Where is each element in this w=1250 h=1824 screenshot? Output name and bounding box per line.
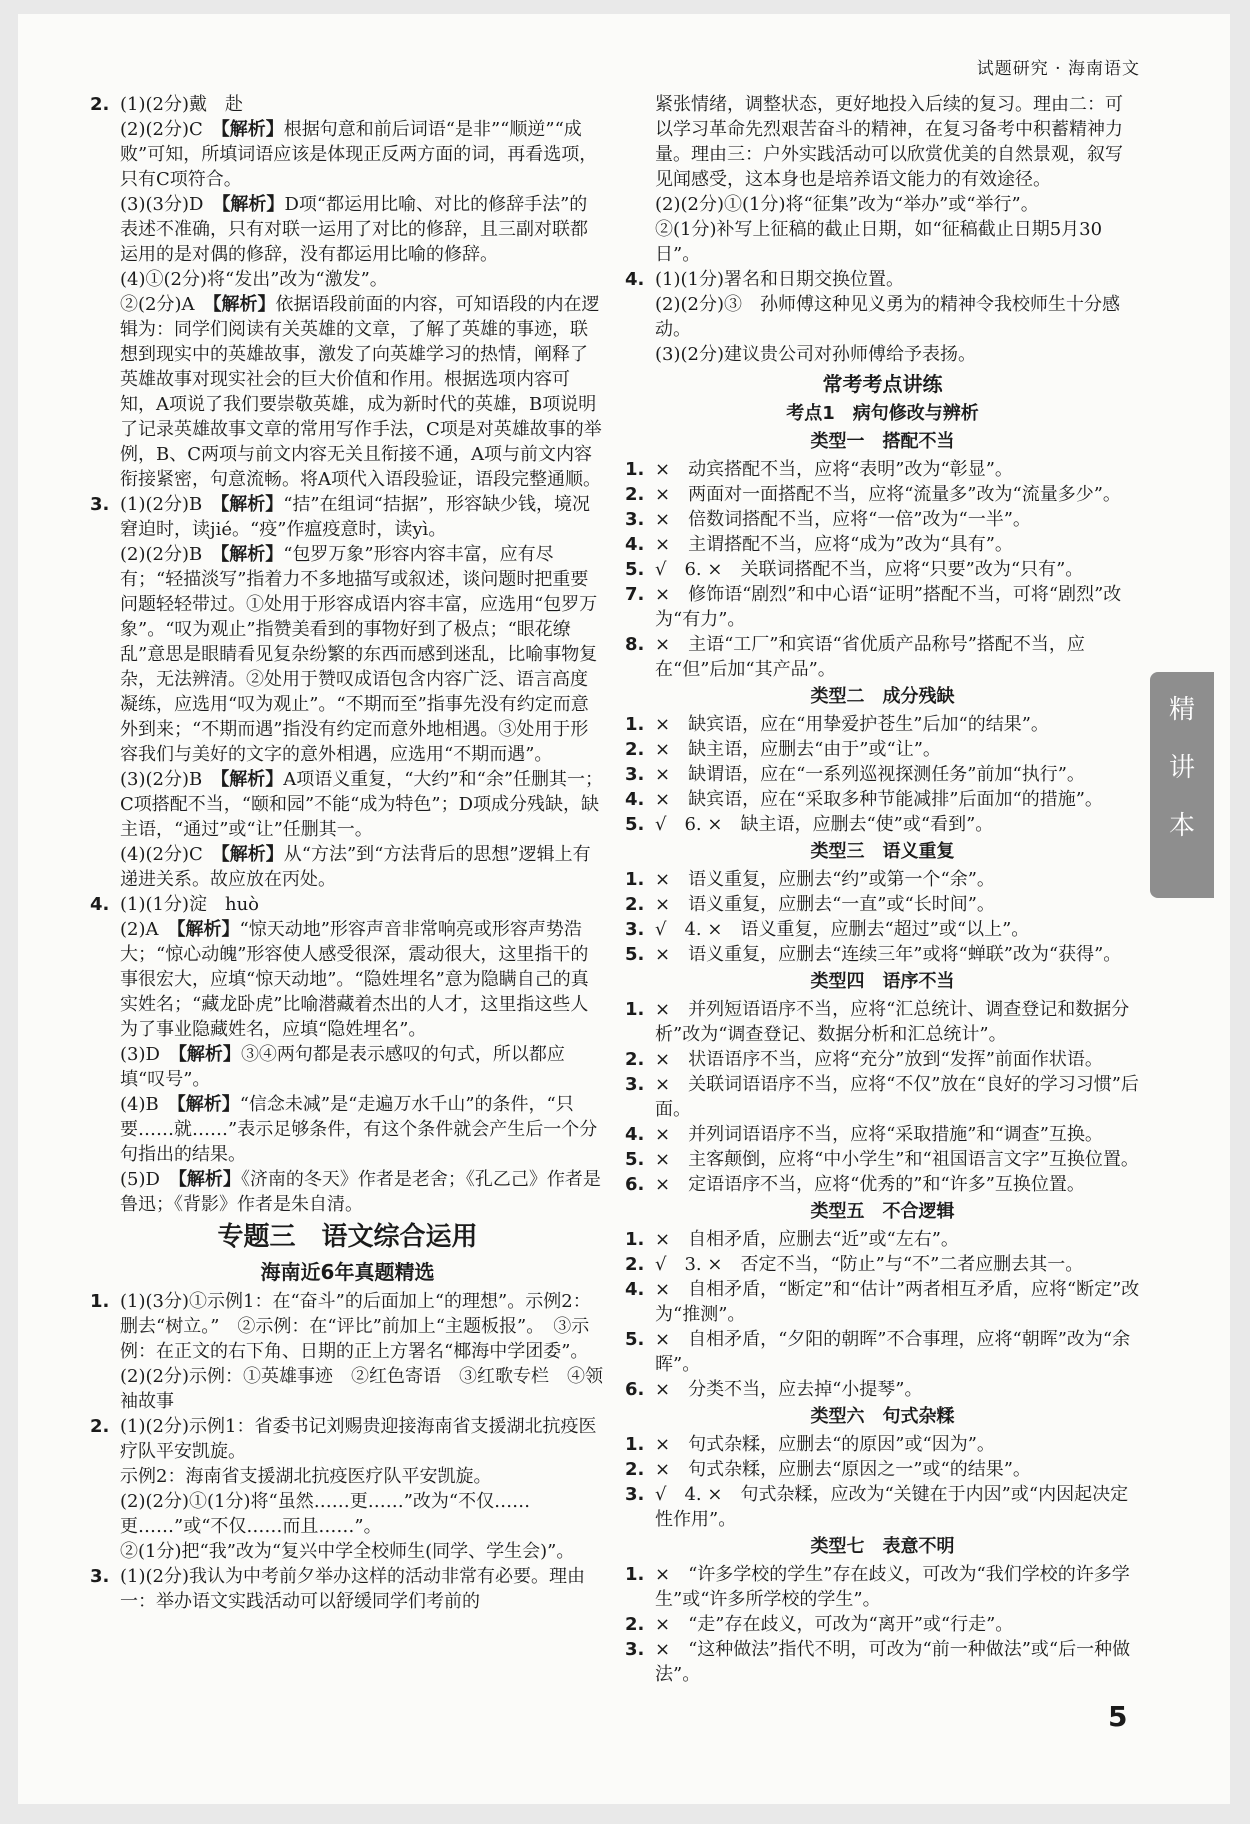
list-item: [625, 737, 1140, 762]
topic-subtitle: 海南近6年真题精选: [260, 1260, 435, 1284]
cross-mark-icon: ×: [655, 484, 671, 505]
list-item: [625, 1482, 1140, 1532]
item-number: 2.: [625, 484, 645, 505]
answer-2: [90, 92, 605, 492]
item-number: 2.: [90, 94, 110, 115]
item-number: 2.: [625, 739, 645, 760]
item-text: [655, 482, 1140, 507]
list-item: [625, 812, 1140, 837]
item-number: 3.: [625, 1639, 645, 1660]
answer-line: 示例2：海南省支援湖北抗疫医疗队平安凯旋。: [120, 1466, 492, 1487]
exam-answer-3: [90, 1564, 605, 1614]
item-number: 2.: [90, 1416, 110, 1437]
type-3-group: [625, 839, 1140, 967]
item-content: 两面对一面搭配不当，应将“流量多”改为“流量多少”。: [688, 484, 1121, 505]
item-number: 3.: [625, 1074, 645, 1095]
list-item: [625, 1122, 1140, 1147]
item-text: [655, 557, 1140, 582]
item-content: 关联词语语序不当，应将“不仅”放在“良好的学习习惯”后面。: [655, 1074, 1139, 1120]
item-content: 4. × 句式杂糅，应改为“关键在于内因”或“内因起决定性作用”。: [655, 1484, 1129, 1530]
section-title: 常考考点讲练: [822, 372, 943, 396]
item-number: 5.: [625, 1329, 645, 1350]
item-number: 1.: [625, 1564, 645, 1585]
item-number: 5.: [625, 559, 645, 580]
cross-mark-icon: ×: [655, 1049, 671, 1070]
item-number: 3.: [90, 494, 110, 515]
answer-line: ②(2分)A 【解析】依据语段前面的内容，可知语段的内在逻辑为：同学们阅读有关英雄的文章，了解了英雄的事迹，联想到现实中的英雄故事，激发了向英雄学习的热情，阐释了英雄故事对现实社会的巨大价值和作用。根据选项内容可知，A项说了我们要崇敬英雄，成为新时代的英雄，B项说明了记录英雄故事文章的常用写作手法，C项是对英雄故事的举例，B、C两项与前文内容无关且衔接不通，A项与前文内容衔接紧密，句意流畅。将A项代入语段验证，语段完整通顺。: [120, 294, 602, 490]
answer-line: ②(1分)把“我”改为“复兴中学全校师生(同学、学生会)”。: [120, 1541, 575, 1562]
item-number: 3.: [625, 764, 645, 785]
type-5-group: [625, 1199, 1140, 1402]
cross-mark-icon: ×: [655, 1229, 671, 1250]
right-column: [625, 92, 1140, 1687]
item-text: [655, 712, 1140, 737]
list-item: [625, 942, 1140, 967]
cross-mark-icon: ×: [655, 1639, 671, 1660]
answer-line: (2)(2分)①(1分)将“虽然……更……”改为“不仅……更……”或“不仅……而且……”。: [120, 1491, 531, 1537]
item-number: 3.: [625, 919, 645, 940]
list-item: [625, 1637, 1140, 1687]
item-text: [655, 582, 1140, 632]
list-item: [625, 712, 1140, 737]
cross-mark-icon: ×: [655, 1614, 671, 1635]
item-content: 动宾搭配不当，应将“表明”改为“彰显”。: [688, 459, 1013, 480]
cross-mark-icon: ×: [655, 1459, 671, 1480]
list-item: [625, 632, 1140, 682]
list-item: [625, 1457, 1140, 1482]
answer-line: (2)(2分)①(1分)将“征集”改为“举办”或“举行”。: [655, 194, 1039, 215]
item-content: “这种做法”指代不明，可改为“前一种做法”或“后一种做法”。: [655, 1639, 1131, 1685]
cross-mark-icon: ×: [655, 869, 671, 890]
item-number: 4.: [625, 789, 645, 810]
type-7-group: [625, 1534, 1140, 1687]
item-number: 6.: [625, 1174, 645, 1195]
item-number: 1.: [625, 459, 645, 480]
item-number: 1.: [625, 1229, 645, 1250]
item-text: [655, 762, 1140, 787]
list-item: [625, 997, 1140, 1047]
topic-title: 专题三 语文综合运用: [217, 1222, 478, 1252]
item-text: [655, 457, 1140, 482]
cross-mark-icon: ×: [655, 1124, 671, 1145]
list-item: [625, 1227, 1140, 1252]
list-item: [625, 557, 1140, 582]
cross-mark-icon: ×: [655, 1329, 671, 1350]
item-text: [655, 1637, 1140, 1687]
check-mark-icon: √: [655, 559, 667, 580]
item-number: 8.: [625, 634, 645, 655]
item-number: 2.: [625, 894, 645, 915]
item-number: 3.: [625, 509, 645, 530]
item-text: [655, 632, 1140, 682]
item-text: [655, 997, 1140, 1047]
cross-mark-icon: ×: [655, 1434, 671, 1455]
item-number: 1.: [625, 869, 645, 890]
cross-mark-icon: ×: [655, 739, 671, 760]
item-text: [655, 1562, 1140, 1612]
item-content: 缺宾语，应在“采取多种节能减排”后面加“的措施”。: [688, 789, 1103, 810]
item-text: [655, 1147, 1140, 1172]
item-text: [655, 812, 1140, 837]
item-number: 3.: [625, 1484, 645, 1505]
list-item: [625, 917, 1140, 942]
item-number: 4.: [625, 1279, 645, 1300]
type-title: 类型二 成分残缺: [810, 686, 955, 707]
check-mark-icon: √: [655, 919, 667, 940]
list-item: [625, 457, 1140, 482]
item-number: 3.: [90, 1566, 110, 1587]
item-content: 语义重复，应删去“连续三年”或将“蝉联”改为“获得”。: [688, 944, 1122, 965]
item-content: 并列词语语序不当，应将“采取措施”和“调查”互换。: [688, 1124, 1103, 1145]
item-text: [655, 787, 1140, 812]
item-text: [655, 942, 1140, 967]
answer-line: (2)(2分)③ 孙师傅这种见义勇为的精神令我校师生十分感动。: [655, 294, 1120, 340]
answer-3: [90, 492, 605, 892]
answer-4: [90, 892, 605, 1217]
answer-line: (1)(3分)①示例1：在“奋斗”的后面加上“的理想”。示例2：删去“树立。” ②示例：在“评比”前加上“主题板报”。 ③示例：在正文的右下角、日期的正上方署名“椰海中学团委”。: [120, 1291, 591, 1362]
answer-line: (3)(2分)B 【解析】A项语义重复，“大约”和“余”任删其一；C项搭配不当，“颐和园”不能“成为特色”；D项成分残缺，缺主语，“通过”或“让”任删其一。: [120, 769, 604, 840]
list-item: [625, 1612, 1140, 1637]
item-text: [655, 1172, 1140, 1197]
side-tab-char: 本: [1168, 811, 1195, 841]
check-mark-icon: √: [655, 814, 667, 835]
type-title: 类型五 不合逻辑: [810, 1201, 955, 1222]
side-tab-jingjiangben: [1150, 672, 1214, 898]
left-column: [90, 92, 605, 1614]
answer-line: (3)D 【解析】③④两句都是表示感叹的句式，所以都应填“叹号”。: [120, 1044, 565, 1090]
answer-line: ②(1分)补写上征稿的截止日期，如“征稿截止日期5月30日”。: [655, 219, 1103, 265]
item-content: 4. × 语义重复，应删去“超过”或“以上”。: [684, 919, 1030, 940]
answer-line: (2)A 【解析】“惊天动地”形容声音非常响亮或形容声势浩大；“惊心动魄”形容使人感受很深，震动很大，这里指干的事很宏大，应填“惊天动地”。“隐姓埋名”意为隐瞒自己的真实姓名；“藏龙卧虎”比喻潜藏着杰出的人才，这里指这些人为了事业隐藏姓名，应填“隐姓埋名”。: [120, 919, 589, 1040]
item-number: 2.: [625, 1049, 645, 1070]
item-text: [655, 1482, 1140, 1532]
cross-mark-icon: ×: [655, 789, 671, 810]
cross-mark-icon: ×: [655, 459, 671, 480]
cross-mark-icon: ×: [655, 1379, 671, 1400]
type-title: 类型七 表意不明: [810, 1536, 955, 1557]
page-number: 5: [1108, 1700, 1128, 1733]
item-content: 语义重复，应删去“约”或第一个“余”。: [688, 869, 995, 890]
item-text: [655, 1612, 1140, 1637]
answer-line: (3)(2分)建议贵公司对孙师傅给予表扬。: [655, 344, 976, 365]
list-item: [625, 1277, 1140, 1327]
item-content: 主客颠倒，应将“中小学生”和“祖国语言文字”互换位置。: [688, 1149, 1139, 1170]
type-6-group: [625, 1404, 1140, 1532]
item-number: 7.: [625, 584, 645, 605]
item-number: 5.: [625, 1149, 645, 1170]
list-item: [625, 1432, 1140, 1457]
list-item: [625, 787, 1140, 812]
answer-line: 紧张情绪，调整状态，更好地投入后续的复习。理由二：可以学习革命先烈艰苦奋斗的精神，在复习备考中积蓄精神力量。理由三：户外实践活动可以欣赏优美的自然景观，叙写见闻感受，这本身也是培养语文能力的有效途径。: [655, 94, 1123, 190]
answer-line: (3)(3分)D 【解析】D项“都运用比喻、对比的修辞手法”的表述不准确，只有对联一运用了对比的修辞，且三副对联都运用的是对偶的修辞，没有都运用比喻的修辞。: [120, 194, 588, 265]
item-content: 3. × 否定不当，“防止”与“不”二者应删去其一。: [684, 1254, 1084, 1275]
item-content: 语义重复，应删去“一直”或“长时间”。: [688, 894, 995, 915]
exam-answer-4: [625, 267, 1140, 367]
check-mark-icon: √: [655, 1254, 667, 1275]
cross-mark-icon: ×: [655, 534, 671, 555]
answer-line: (1)(2分)B 【解析】“拮”在组词“拮据”，形容缺少钱，境况窘迫时，读jié。“疫”作瘟疫意时，读yì。: [120, 494, 591, 540]
answer-line: (1)(2分)戴 赴: [120, 94, 243, 115]
cross-mark-icon: ×: [655, 1564, 671, 1585]
item-content: 分类不当，应去掉“小提琴”。: [688, 1379, 923, 1400]
check-mark-icon: √: [655, 1484, 667, 1505]
item-content: 自相矛盾，应删去“近”或“左右”。: [688, 1229, 959, 1250]
item-content: 缺谓语，应在“一系列巡视探测任务”前加“执行”。: [688, 764, 1085, 785]
item-number: 2.: [625, 1614, 645, 1635]
item-number: 5.: [625, 944, 645, 965]
item-number: 6.: [625, 1379, 645, 1400]
item-text: [655, 1327, 1140, 1377]
item-content: 缺主语，应删去“由于”或“让”。: [688, 739, 941, 760]
list-item: [625, 1047, 1140, 1072]
item-number: 4.: [625, 1124, 645, 1145]
item-text: [655, 892, 1140, 917]
type-4-group: [625, 969, 1140, 1197]
cross-mark-icon: ×: [655, 764, 671, 785]
cross-mark-icon: ×: [655, 584, 671, 605]
item-text: [655, 507, 1140, 532]
item-number: 1.: [625, 714, 645, 735]
item-content: 句式杂糅，应删去“原因之一”或“的结果”。: [688, 1459, 1031, 1480]
item-content: 自相矛盾，“夕阳的朝晖”不合事理，应将“朝晖”改为“余晖”。: [655, 1329, 1131, 1375]
answer-line: (2)(2分)示例：①英雄事迹 ②红色寄语 ③红歌专栏 ④领袖故事: [120, 1366, 603, 1412]
answer-line: (4)①(2分)将“发出”改为“激发”。: [120, 269, 388, 290]
item-content: 6. × 关联词搭配不当，应将“只要”改为“只有”。: [684, 559, 1084, 580]
list-item: [625, 762, 1140, 787]
item-content: 状语语序不当，应将“充分”放到“发挥”前面作状语。: [688, 1049, 1103, 1070]
item-content: 主语“工厂”和宾语“省优质产品称号”搭配不当，应在“但”后加“其产品”。: [655, 634, 1085, 680]
item-number: 4.: [625, 269, 645, 290]
item-content: 句式杂糅，应删去“的原因”或“因为”。: [688, 1434, 995, 1455]
running-header: 试题研究 · 海南语文: [976, 59, 1140, 79]
list-item: [625, 867, 1140, 892]
exam-answer-3-continued: [625, 92, 1140, 267]
cross-mark-icon: ×: [655, 1174, 671, 1195]
cross-mark-icon: ×: [655, 714, 671, 735]
answer-line: (4)B 【解析】“信念未减”是“走遍万水千山”的条件，“只要……就……”表示足够条件，有这个条件就会产生后一个分句指出的结果。: [120, 1094, 598, 1165]
item-text: [655, 1122, 1140, 1147]
type-title: 类型六 句式杂糅: [810, 1406, 955, 1427]
cross-mark-icon: ×: [655, 894, 671, 915]
item-content: 修饰语“剧烈”和中心语“证明”搭配不当，可将“剧烈”改为“有力”。: [655, 584, 1122, 630]
item-text: [655, 1047, 1140, 1072]
answer-line: (1)(1分)署名和日期交换位置。: [655, 269, 904, 290]
answer-line: (2)(2分)B 【解析】“包罗万象”形容内容丰富，应有尽有；“轻描淡写”指着力不多地描写或叙述，谈问题时把重要问题轻轻带过。①处用于形容成语内容丰富，应选用“包罗万象”。“叹为观止”指赞美看到的事物好到了极点；“眼花缭乱”意思是眼睛看见复杂纷繁的东西而感到迷乱，比喻事物复杂，无法辨清。②处用于赞叹成语包含内容广泛、语言高度凝练，应选用“叹为观止”。“不期而至”指事先没有约定而意外到来；“不期而遇”指没有约定而意外地相遇。③处用于形容我们与美好的文字的意外相遇，应选用“不期而遇”。: [120, 544, 598, 765]
item-text: [655, 737, 1140, 762]
type-title: 类型四 语序不当: [810, 971, 955, 992]
list-item: [625, 1377, 1140, 1402]
item-text: [655, 917, 1140, 942]
item-text: [655, 1227, 1140, 1252]
item-text: [655, 1277, 1140, 1327]
cross-mark-icon: ×: [655, 509, 671, 530]
item-content: “走”存在歧义，可改为“离开”或“行走”。: [688, 1614, 1014, 1635]
list-item: [625, 482, 1140, 507]
item-text: [655, 532, 1140, 557]
list-item: [625, 507, 1140, 532]
item-text: [655, 867, 1140, 892]
list-item: [625, 1072, 1140, 1122]
list-item: [625, 892, 1140, 917]
exam-answer-2: [90, 1414, 605, 1564]
answer-line: (4)(2分)C 【解析】从“方法”到“方法背后的思想”逻辑上有递进关系。故应放在丙处。: [120, 844, 591, 890]
item-number: 4.: [90, 894, 110, 915]
item-text: [655, 1377, 1140, 1402]
type-title: 类型一 搭配不当: [810, 431, 955, 452]
cross-mark-icon: ×: [655, 1279, 671, 1300]
item-content: 定语语序不当，应将“优秀的”和“许多”互换位置。: [688, 1174, 1085, 1195]
item-number: 4.: [625, 534, 645, 555]
list-item: [625, 532, 1140, 557]
item-text: [655, 1457, 1140, 1482]
item-text: [655, 1432, 1140, 1457]
item-number: 2.: [625, 1254, 645, 1275]
exam-answer-1: [90, 1289, 605, 1414]
type-title: 类型三 语义重复: [810, 841, 955, 862]
type-2-group: [625, 684, 1140, 837]
item-content: 6. × 缺主语，应删去“使”或“看到”。: [684, 814, 994, 835]
list-item: [625, 1562, 1140, 1612]
item-content: 并列短语语序不当，应将“汇总统计、调查登记和数据分析”改为“调查登记、数据分析和汇总统计”。: [655, 999, 1130, 1045]
kaodian-title: 考点1 病句修改与辨析: [786, 403, 979, 424]
cross-mark-icon: ×: [655, 1074, 671, 1095]
answer-line: (5)D 【解析】《济南的冬天》作者是老舍；《孔乙己》作者是鲁迅；《背影》作者是朱自清。: [120, 1169, 601, 1215]
item-text: [655, 1072, 1140, 1122]
answer-line: (2)(2分)C 【解析】根据句意和前后词语“是非”“顺逆”“成败”可知，所填词语应该是体现正反两方面的词，再看选项，只有C项符合。: [120, 119, 598, 190]
cross-mark-icon: ×: [655, 944, 671, 965]
item-content: 自相矛盾，“断定”和“估计”两者相互矛盾，应将“断定”改为“推测”。: [655, 1279, 1140, 1325]
answer-line: (1)(2分)示例1：省委书记刘赐贵迎接海南省支援湖北抗疫医疗队平安凯旋。: [120, 1416, 597, 1462]
type-1-group: [625, 429, 1140, 682]
cross-mark-icon: ×: [655, 999, 671, 1020]
item-content: 主谓搭配不当，应将“成为”改为“具有”。: [688, 534, 1013, 555]
side-tab-char: 精: [1168, 695, 1195, 725]
cross-mark-icon: ×: [655, 634, 671, 655]
item-number: 1.: [90, 1291, 110, 1312]
list-item: [625, 1252, 1140, 1277]
item-number: 5.: [625, 814, 645, 835]
item-text: [655, 1252, 1140, 1277]
item-content: “许多学校的学生”存在歧义，可改为“我们学校的许多学生”或“许多所学校的学生”。: [655, 1564, 1130, 1610]
list-item: [625, 582, 1140, 632]
cross-mark-icon: ×: [655, 1149, 671, 1170]
list-item: [625, 1327, 1140, 1377]
list-item: [625, 1147, 1140, 1172]
answer-line: (1)(2分)我认为中考前夕举办这样的活动非常有必要。理由一：举办语文实践活动可以舒缓同学们考前的: [120, 1566, 585, 1612]
item-number: 2.: [625, 1459, 645, 1480]
item-number: 1.: [625, 999, 645, 1020]
list-item: [625, 1172, 1140, 1197]
item-content: 缺宾语，应在“用挚爱护苍生”后加“的结果”。: [688, 714, 1049, 735]
side-tab-char: 讲: [1168, 753, 1195, 783]
answer-line: (1)(1分)淀 huò: [120, 894, 260, 915]
item-content: 倍数词搭配不当，应将“一倍”改为“一半”。: [688, 509, 1031, 530]
item-number: 1.: [625, 1434, 645, 1455]
